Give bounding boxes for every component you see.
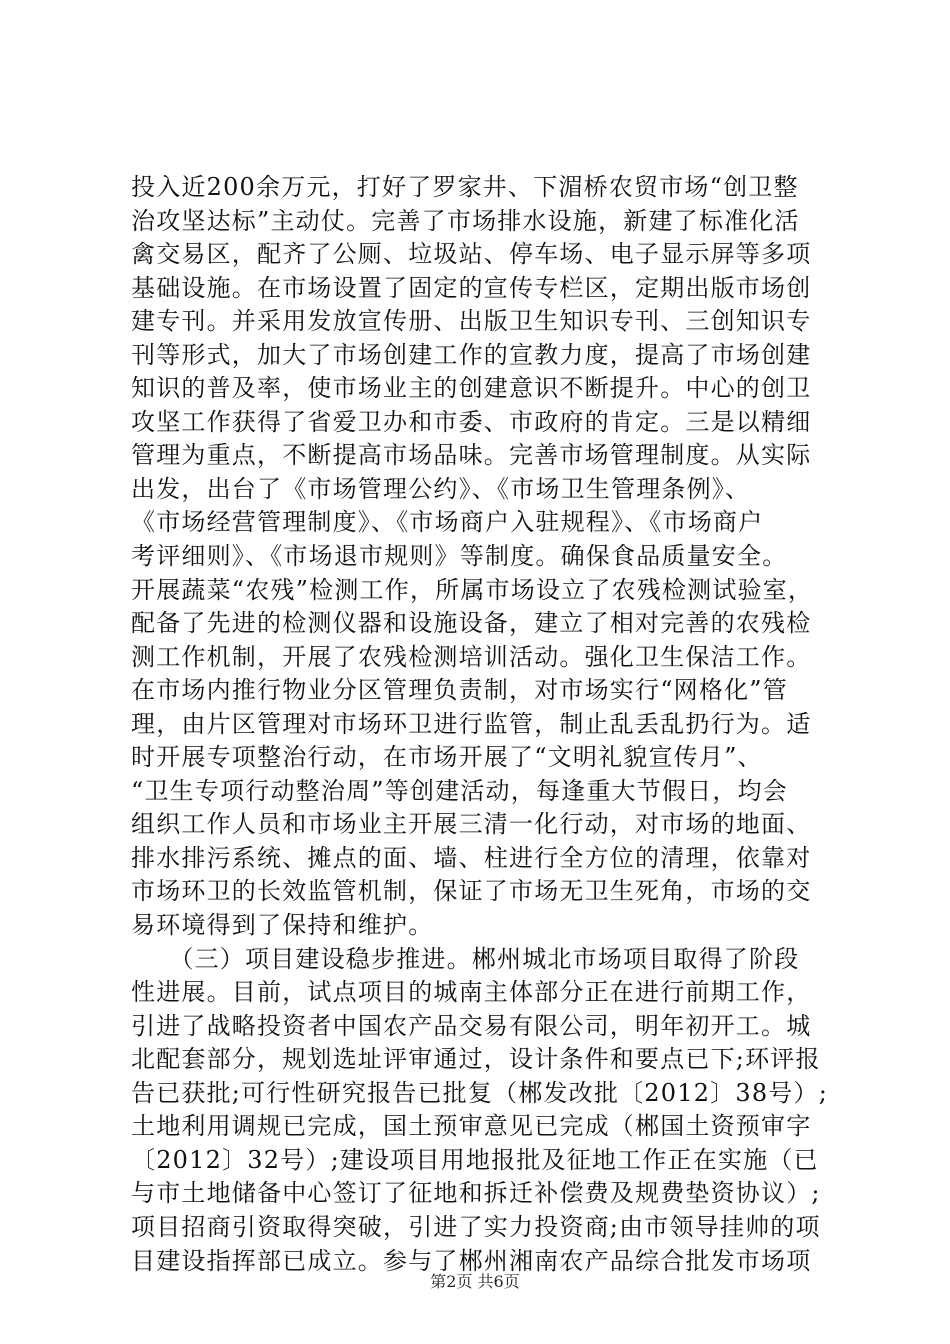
text-line: 《市场经营管理制度》、《市场商户入驻规程》、《市场商户 — [131, 508, 764, 537]
text-line: 市场环卫的长效监管机制，保证了市场无卫生死角，市场的交 — [131, 877, 812, 906]
text-line: “卫生专项行动整治周”等创建活动，每逢重大节假日，均会 — [131, 776, 788, 805]
text-line: 管理为重点，不断提高市场品味。完善市场管理制度。从实际 — [131, 441, 812, 470]
text-line: （三）项目建设稳步推进。郴州城北市场项目取得了阶段 — [131, 944, 800, 973]
text-line: 〔2012〕32号）;建设项目用地报批及征地工作正在实施（已 — [131, 1145, 819, 1174]
text-line: 攻坚工作获得了省爱卫办和市委、市政府的肯定。三是以精细 — [131, 407, 812, 436]
text-line: 开展蔬菜“农残”检测工作，所属市场设立了农残检测试验室， — [131, 575, 814, 604]
text-line: 基础设施。在市场设置了固定的宣传专栏区，定期出版市场创 — [131, 273, 812, 302]
text-line: 引进了战略投资者中国农产品交易有限公司，明年初开工。城 — [131, 1011, 812, 1040]
text-line: 理，由片区管理对市场环卫进行监管，制止乱丢乱扔行为。适 — [131, 709, 812, 738]
text-line: 考评细则》、《市场退市规则》等制度。确保食品质量安全。 — [131, 542, 788, 571]
text-line: 治攻坚达标”主动仗。完善了市场排水设施，新建了标准化活 — [131, 206, 800, 235]
text-line: 刊等形式，加大了市场创建工作的宣教力度，提高了市场创建 — [131, 340, 812, 369]
text-line: 出发，出台了《市场管理公约》、《市场卫生管理条例》、 — [131, 474, 751, 503]
text-line: 组织工作人员和市场业主开展三清一化行动，对市场的地面、 — [131, 810, 812, 839]
page-number: 第2页 共6页 — [430, 1272, 520, 1291]
document-body — [131, 171, 831, 1278]
text-line: 在市场内推行物业分区管理负责制，对市场实行“网格化”管 — [131, 676, 788, 705]
text-line: 测工作机制，开展了农残检测培训活动。强化卫生保洁工作。 — [131, 642, 812, 671]
text-line: 告已获批;可行性研究报告已批复（郴发改批〔2012〕38号）; — [131, 1078, 828, 1107]
text-line: 目建设指挥部已成立。参与了郴州湘南农产品综合批发市场项 — [131, 1246, 812, 1275]
text-line: 与市土地储备中心签订了征地和拆迁补偿费及规费垫资协议）; — [131, 1179, 821, 1208]
text-line: 项目招商引资取得突破，引进了实力投资商;由市领导挂帅的项 — [131, 1212, 821, 1241]
text-line: 建专刊。并采用发放宣传册、出版卫生知识专刊、三创知识专 — [131, 307, 812, 336]
text-line: 禽交易区，配齐了公厕、垃圾站、停车场、电子显示屏等多项 — [131, 240, 812, 269]
text-line: 排水排污系统、摊点的面、墙、柱进行全方位的清理，依靠对 — [131, 843, 812, 872]
text-line: 北配套部分，规划选址评审通过，设计条件和要点已下;环评报 — [131, 1045, 821, 1074]
text-line: 时开展专项整治行动，在市场开展了“文明礼貌宣传月”、 — [131, 743, 763, 772]
text-line: 易环境得到了保持和维护。 — [131, 911, 434, 940]
text-line: 性进展。目前，试点项目的城南主体部分正在进行前期工作， — [131, 978, 812, 1007]
text-line: 土地利用调规已完成，国土预审意见已完成（郴国土资预审字 — [131, 1112, 812, 1141]
text-line: 知识的普及率，使市场业主的创建意识不断提升。中心的创卫 — [131, 374, 812, 403]
text-line: 投入近200余万元，打好了罗家井、下湄桥农贸市场“创卫整 — [131, 173, 799, 201]
text-line: 配备了先进的检测仪器和设施设备，建立了相对完善的农残检 — [131, 609, 812, 638]
page-footer — [0, 1272, 950, 1292]
